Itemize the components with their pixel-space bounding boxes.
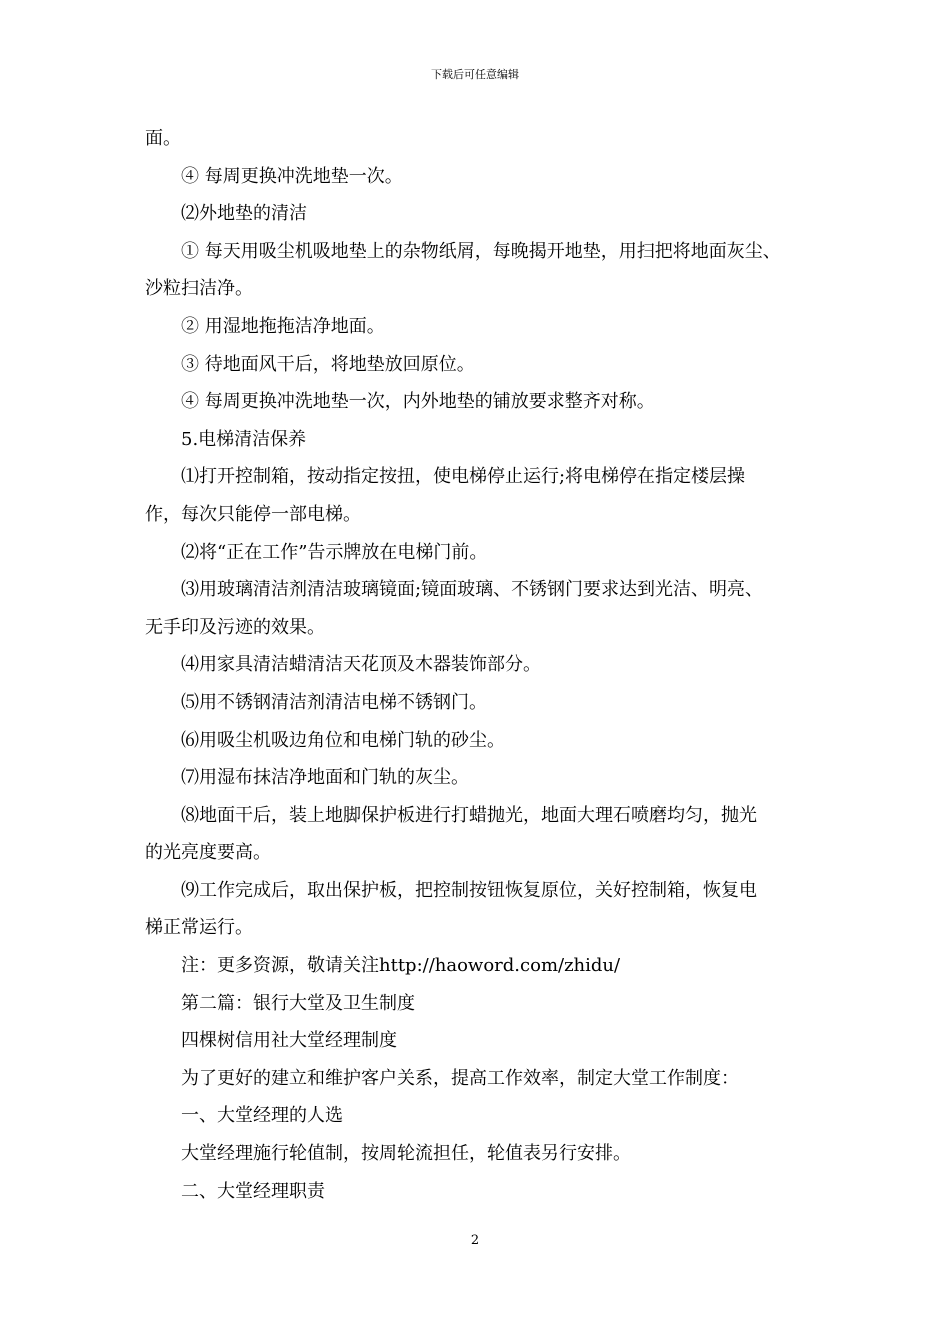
text-line: ⑶用玻璃清洁剂清洁玻璃镜面;镜面玻璃、不锈钢门要求达到光洁、明亮、 xyxy=(181,579,764,601)
text-line: ① 每天用吸尘机吸地垫上的杂物纸屑，每晚揭开地垫，用扫把将地面灰尘、 xyxy=(181,240,781,262)
text-line: ④ 每周更换冲洗地垫一次，内外地垫的铺放要求整齐对称。 xyxy=(181,391,655,413)
text-line: 的光亮度要高。 xyxy=(145,842,271,864)
text-line: 注：更多资源，敬请关注http://haoword.com/zhidu/ xyxy=(181,955,621,977)
text-line: 梯正常运行。 xyxy=(145,917,253,939)
text-line: 面。 xyxy=(145,128,181,149)
text-line: 一、大堂经理的人选 xyxy=(181,1105,343,1127)
text-line: 作，每次只能停一部电梯。 xyxy=(145,503,361,525)
text-line: ⑴打开控制箱，按动指定按扭，使电梯停止运行;将电梯停在指定楼层操 xyxy=(181,466,746,488)
text-line: ② 用湿地拖拖洁净地面。 xyxy=(181,315,385,337)
text-line: 沙粒扫洁净。 xyxy=(145,278,253,300)
text-line: ⑻地面干后，装上地脚保护板进行打蜡抛光，地面大理石喷磨均匀，抛光 xyxy=(181,804,757,826)
text-line: 四棵树信用社大堂经理制度 xyxy=(181,1030,397,1052)
text-line: ⑼工作完成后，取出保护板，把控制按钮恢复原位，关好控制箱，恢复电 xyxy=(181,879,757,901)
text-line: 5.电梯清洁保养 xyxy=(181,428,307,450)
text-line: 无手印及污迹的效果。 xyxy=(145,616,325,638)
text-line: ④ 每周更换冲洗地垫一次。 xyxy=(181,165,403,187)
text-line: ⑸用不锈钢清洁剂清洁电梯不锈钢门。 xyxy=(181,691,487,713)
text-line: ③ 待地面风干后，将地垫放回原位。 xyxy=(181,353,475,375)
text-line: ⑵将“正在工作”告示牌放在电梯门前。 xyxy=(181,541,488,563)
text-line: ⑷用家具清洁蜡清洁天花顶及木器装饰部分。 xyxy=(181,654,541,676)
text-line: ⑹用吸尘机吸边角位和电梯门轨的砂尘。 xyxy=(181,729,505,751)
text-line: 大堂经理施行轮值制，按周轮流担任，轮值表另行安排。 xyxy=(181,1143,631,1165)
text-line: 为了更好的建立和维护客户关系，提高工作效率，制定大堂工作制度： xyxy=(181,1067,739,1089)
text-line: 二、大堂经理职责 xyxy=(181,1180,325,1202)
document-body xyxy=(145,120,827,1210)
text-line: 第二篇：银行大堂及卫生制度 xyxy=(181,992,415,1014)
page-number: 2 xyxy=(470,1233,480,1248)
text-line: ⑺用湿布抹洁净地面和门轨的灰尘。 xyxy=(181,767,469,789)
text-line: ⑵外地垫的清洁 xyxy=(181,203,307,225)
page-header: 下载后可任意编辑 xyxy=(431,68,519,81)
